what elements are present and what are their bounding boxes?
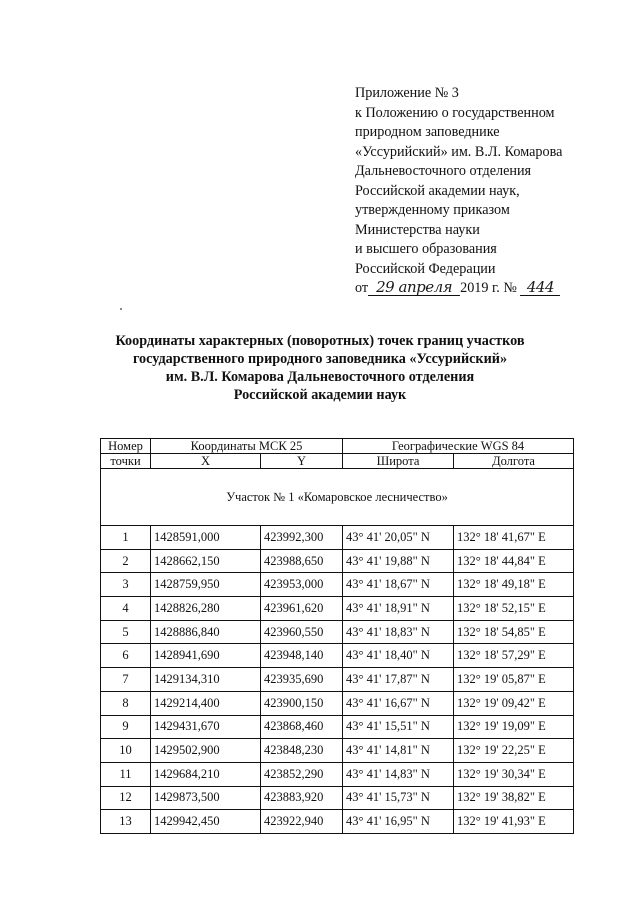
x-cell: 1428941,690 [151,644,261,668]
latitude-cell: 43° 41' 19,88" N [343,549,454,573]
table-row [101,810,574,834]
point-number-cell: 9 [101,715,151,739]
x-cell: 1428826,280 [151,597,261,621]
y-cell: 423935,690 [261,668,343,692]
scan-speck [120,308,122,310]
x-cell: 1429873,500 [151,786,261,810]
longitude-cell: 132° 19' 22,25" E [454,739,574,763]
order-date-line [355,279,562,299]
document-title [0,332,640,404]
header-lat: Широта [343,454,454,469]
y-cell: 423900,150 [261,691,343,715]
point-number-cell: 8 [101,691,151,715]
header-number: Номер [101,439,151,454]
longitude-cell: 132° 18' 49,18" E [454,573,574,597]
section-row [101,469,574,526]
y-cell: 423922,940 [261,810,343,834]
appendix-block [355,84,562,299]
appendix-line: Министерства науки [355,221,480,238]
point-number-cell: 11 [101,762,151,786]
table-row [101,786,574,810]
y-cell: 423948,140 [261,644,343,668]
longitude-cell: 132° 18' 52,15" E [454,597,574,621]
table-row [101,762,574,786]
y-cell: 423852,290 [261,762,343,786]
latitude-cell: 43° 41' 14,81" N [343,739,454,763]
appendix-line: Дальневосточного отделения [355,163,532,179]
table-row [101,549,574,573]
y-cell: 423868,460 [261,715,343,739]
x-cell: 1429134,310 [151,668,261,692]
table-row [101,739,574,763]
title-line: государственного природного заповедника «Уссурийский» [132,351,508,367]
latitude-cell: 43° 41' 16,95" N [343,810,454,834]
point-number-cell: 3 [101,573,151,597]
point-number-cell: 10 [101,739,151,763]
header-lon: Долгота [454,454,574,469]
latitude-cell: 43° 41' 16,67" N [343,691,454,715]
table-row [101,644,574,668]
table-row [101,573,574,597]
x-cell: 1428886,840 [151,620,261,644]
appendix-line: утвержденному приказом [355,202,510,218]
longitude-cell: 132° 18' 44,84" E [454,549,574,573]
longitude-cell: 132° 18' 54,85" E [454,620,574,644]
point-number-cell: 5 [101,620,151,644]
longitude-cell: 132° 18' 57,29" E [454,644,574,668]
longitude-cell: 132° 19' 41,93" E [454,810,574,834]
longitude-cell: 132° 18' 41,67" E [454,526,574,550]
title-line: им. В.Л. Комарова Дальневосточного отделения [165,369,475,385]
y-cell: 423992,300 [261,526,343,550]
latitude-cell: 43° 41' 17,87" N [343,668,454,692]
point-number-cell: 1 [101,526,151,550]
y-cell: 423953,000 [261,573,343,597]
section-title: Участок № 1 «Комаровское лесничество» [101,469,574,526]
coordinates-table [100,438,574,834]
x-cell: 1428591,000 [151,526,261,550]
appendix-line: и высшего образования [355,241,497,257]
point-number-cell: 7 [101,668,151,692]
table-row [101,668,574,692]
longitude-cell: 132° 19' 19,09" E [454,715,574,739]
appendix-line: «Уссурийский» им. В.Л. Комарова [355,143,563,160]
header-y: Y [261,454,343,469]
longitude-cell: 132° 19' 38,82" E [454,786,574,810]
header-x: X [151,454,261,469]
y-cell: 423848,230 [261,739,343,763]
appendix-line: Российской Федерации [355,260,496,277]
latitude-cell: 43° 41' 14,83" N [343,762,454,786]
table-row [101,526,574,550]
latitude-cell: 43° 41' 15,73" N [343,786,454,810]
x-cell: 1429942,450 [151,810,261,834]
handwritten-order-number: 444 [520,279,560,296]
y-cell: 423883,920 [261,786,343,810]
title-line: Координаты характерных (поворотных) точек границ участков [115,333,525,349]
table-row [101,691,574,715]
y-cell: 423961,620 [261,597,343,621]
point-number-cell: 6 [101,644,151,668]
appendix-line: природном заповеднике [355,124,500,140]
appendix-line: к Положению о государственном [355,104,555,121]
handwritten-date: 29 апреля [368,279,460,296]
title-line: Российской академии наук [233,387,407,403]
latitude-cell: 43° 41' 18,83" N [343,620,454,644]
x-cell: 1428759,950 [151,573,261,597]
x-cell: 1429684,210 [151,762,261,786]
table-row [101,597,574,621]
point-number-cell: 12 [101,786,151,810]
longitude-cell: 132° 19' 09,42" E [454,691,574,715]
y-cell: 423988,650 [261,549,343,573]
point-number-cell: 2 [101,549,151,573]
header-wgs: Географические WGS 84 [343,439,574,454]
longitude-cell: 132° 19' 30,34" E [454,762,574,786]
latitude-cell: 43° 41' 18,91" N [343,597,454,621]
appendix-line: Российской академии наук, [355,182,520,199]
y-cell: 423960,550 [261,620,343,644]
latitude-cell: 43° 41' 15,51" N [343,715,454,739]
longitude-cell: 132° 19' 05,87" E [454,668,574,692]
table-row [101,715,574,739]
header-point: точки [101,454,151,469]
date-year: 2019 г. № [460,280,517,296]
x-cell: 1429214,400 [151,691,261,715]
x-cell: 1429502,900 [151,739,261,763]
table-row [101,620,574,644]
appendix-line: Приложение № 3 [355,85,459,101]
point-number-cell: 13 [101,810,151,834]
latitude-cell: 43° 41' 18,40" N [343,644,454,668]
x-cell: 1429431,670 [151,715,261,739]
header-row-1 [101,439,574,454]
date-prefix: от [355,280,369,296]
latitude-cell: 43° 41' 20,05" N [343,526,454,550]
point-number-cell: 4 [101,597,151,621]
x-cell: 1428662,150 [151,549,261,573]
header-msk: Координаты МСК 25 [151,439,343,454]
header-row-2 [101,454,574,469]
latitude-cell: 43° 41' 18,67" N [343,573,454,597]
